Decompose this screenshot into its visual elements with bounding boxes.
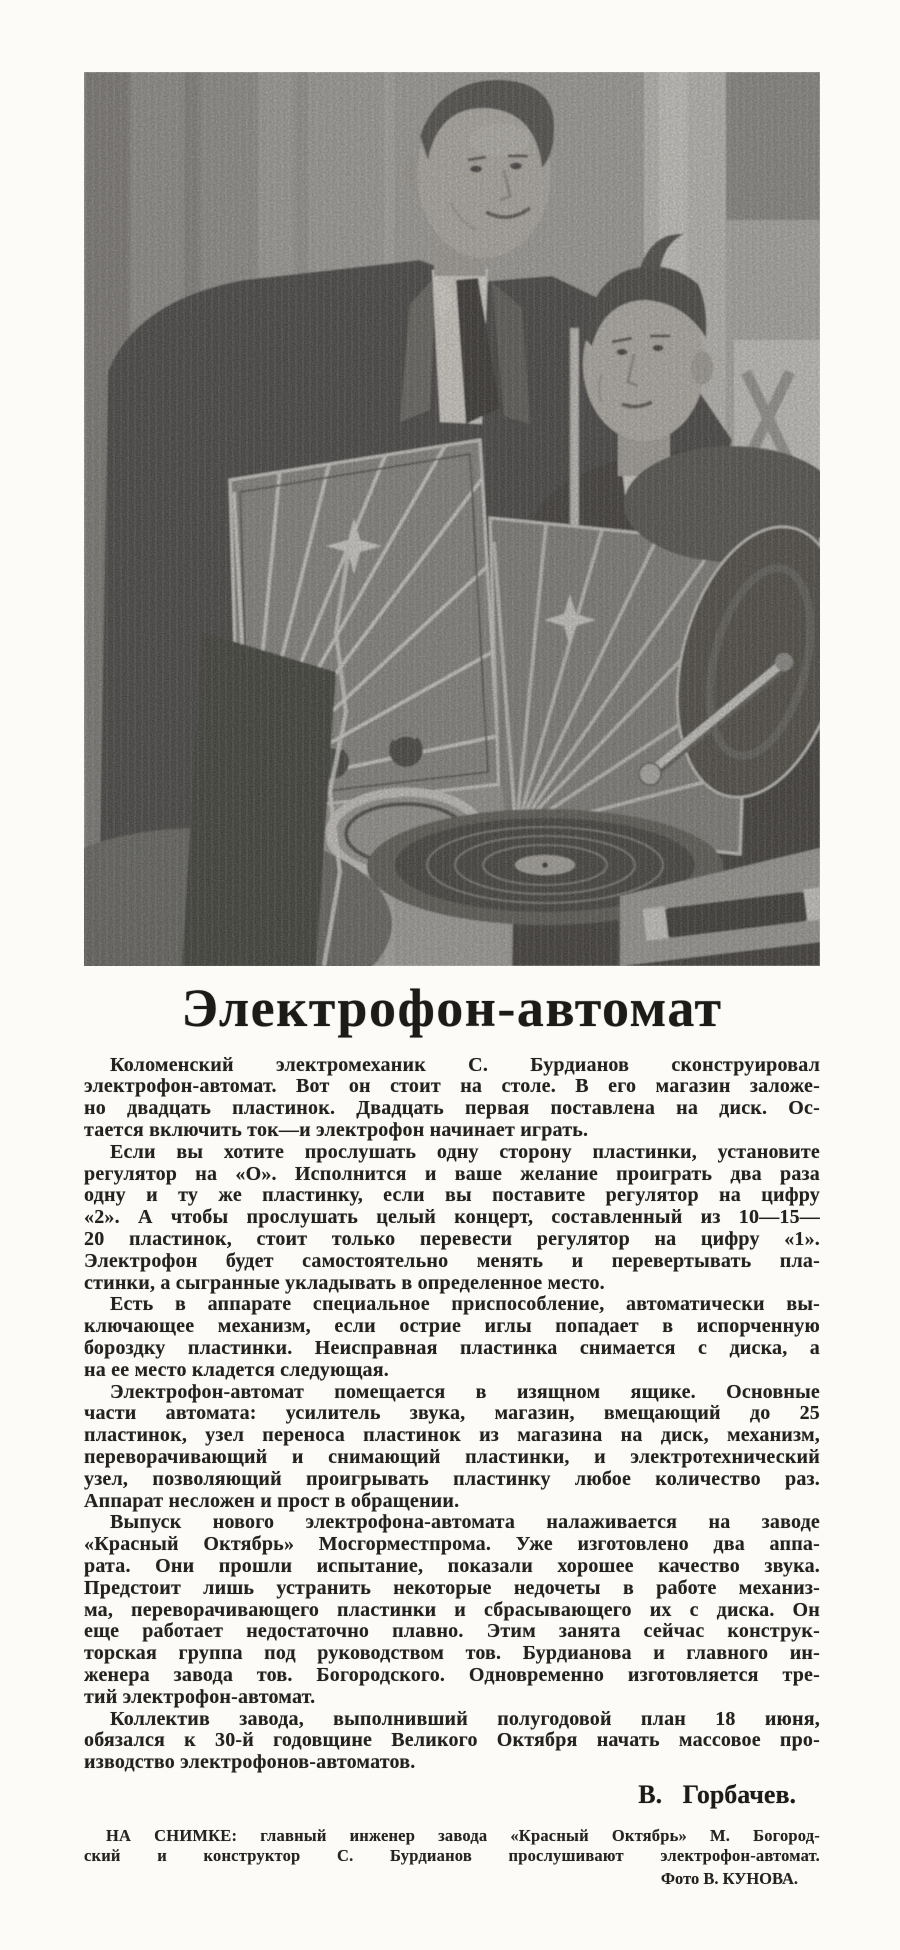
paragraph bbox=[84, 1709, 820, 1774]
text-line: изводство электрофонов-автоматов. bbox=[84, 1752, 416, 1774]
photo-illustration bbox=[84, 72, 820, 966]
paragraph bbox=[84, 1512, 820, 1708]
text-line: регулятор на «О». Исполнится и ваше желание проиграть два раза bbox=[84, 1163, 820, 1185]
text-line: женера завода тов. Богородского. Одновременно изготовляется тре- bbox=[84, 1665, 820, 1686]
text-line: Предстоит лишь устранить некоторые недочеты в работе механиз- bbox=[84, 1577, 820, 1599]
text-line: но двадцать пластинок. Двадцать первая поставлена на диск. Ос- bbox=[84, 1098, 820, 1120]
text-line: пластинок, узел переноса пластинок из магазина на диск, механизм, bbox=[84, 1425, 820, 1447]
text-line: ключающее механизм, если острие иглы попадает в испорченную bbox=[84, 1316, 820, 1338]
text-line: Коллектив завода, выполнивший полугодовой план 18 июня, bbox=[110, 1708, 820, 1730]
text-line: переворачивающий и снимающий пластинки, и электротехнический bbox=[84, 1447, 820, 1469]
text-line: узел, позволяющий проигрывать пластинку любое количество раз. bbox=[84, 1468, 820, 1490]
text-line: Есть в аппарате специальное приспособление, автоматически вы- bbox=[110, 1294, 820, 1316]
article-body bbox=[84, 1055, 820, 1774]
paragraph bbox=[84, 1142, 820, 1295]
text-line: стинки, а сыгранные укладывать в определенное место. bbox=[84, 1272, 605, 1294]
text-line: бороздку пластинки. Неисправная пластинка снимается с диска, а bbox=[84, 1338, 820, 1360]
article-content bbox=[84, 980, 820, 1888]
photo-credit: Фото В. КУНОВА. bbox=[660, 1868, 798, 1888]
photo-caption bbox=[84, 1826, 820, 1866]
text-line: на ее место кладется следующая. bbox=[84, 1359, 389, 1381]
author-byline: В. Горбачев. bbox=[638, 1779, 796, 1809]
text-line: рата. Они прошли испытание, показали хорошее качество звука. bbox=[84, 1556, 820, 1578]
paragraph bbox=[84, 1294, 820, 1381]
text-line: Электрофон будет самостоятельно менять и перевертывать пла- bbox=[84, 1250, 820, 1272]
text-line: обязался к 30-й годовщине Великого Октября начать массовое про- bbox=[84, 1730, 820, 1752]
text-line: 20 пластинок, стоит только перевести регулятор на цифру «1». bbox=[84, 1229, 820, 1251]
text-line: Выпуск нового электрофона-автомата налаживается на заводе bbox=[110, 1512, 820, 1534]
text-line: «2». А чтобы прослушать целый концерт, составленный из 10—15— bbox=[84, 1207, 820, 1229]
text-line: тается включить ток—и электрофон начинает играть. bbox=[84, 1120, 589, 1142]
text-line: ский и конструктор С. Бурдианов прослушивают электрофон-автомат. bbox=[84, 1845, 820, 1865]
text-line: Коломенский электромеханик С. Бурдианов сконструировал bbox=[110, 1054, 820, 1076]
text-line: «Красный Октябрь» Мосгорместпрома. Уже изготовлено два аппа- bbox=[84, 1534, 820, 1556]
paragraph bbox=[84, 1382, 820, 1513]
text-line: торская группа под руководством тов. Бурдианова и главного ин- bbox=[84, 1643, 820, 1665]
text-line: Если вы хотите прослушать одну сторону пластинки, установите bbox=[110, 1141, 820, 1163]
text-line: НА СНИМКЕ: главный инженер завода «Красный Октябрь» М. Богород- bbox=[106, 1825, 820, 1845]
article-title: Электрофон-автомат bbox=[181, 978, 723, 1038]
text-line: Электрофон-автомат помещается в изящном ящике. Основные bbox=[110, 1381, 820, 1403]
text-line: одну и ту же пластинку, если вы поставите регулятор на цифру bbox=[84, 1185, 820, 1207]
text-line: части автомата: усилитель звука, магазин, вмещающий до 25 bbox=[84, 1403, 820, 1425]
text-line: электрофон-автомат. Вот он стоит на столе. В его магазин заложе- bbox=[84, 1076, 820, 1098]
text-line: Аппарат несложен и прост в обращении. bbox=[84, 1490, 460, 1512]
text-line: ма, переворачивающего пластинки и сбрасывающего их с диска. Он bbox=[84, 1599, 820, 1621]
article-photo bbox=[84, 72, 820, 966]
text-line: еще работает недостаточно плавно. Этим занята сейчас конструк- bbox=[84, 1621, 820, 1643]
paragraph bbox=[84, 1055, 820, 1142]
text-line: тий электрофон-автомат. bbox=[84, 1686, 316, 1708]
